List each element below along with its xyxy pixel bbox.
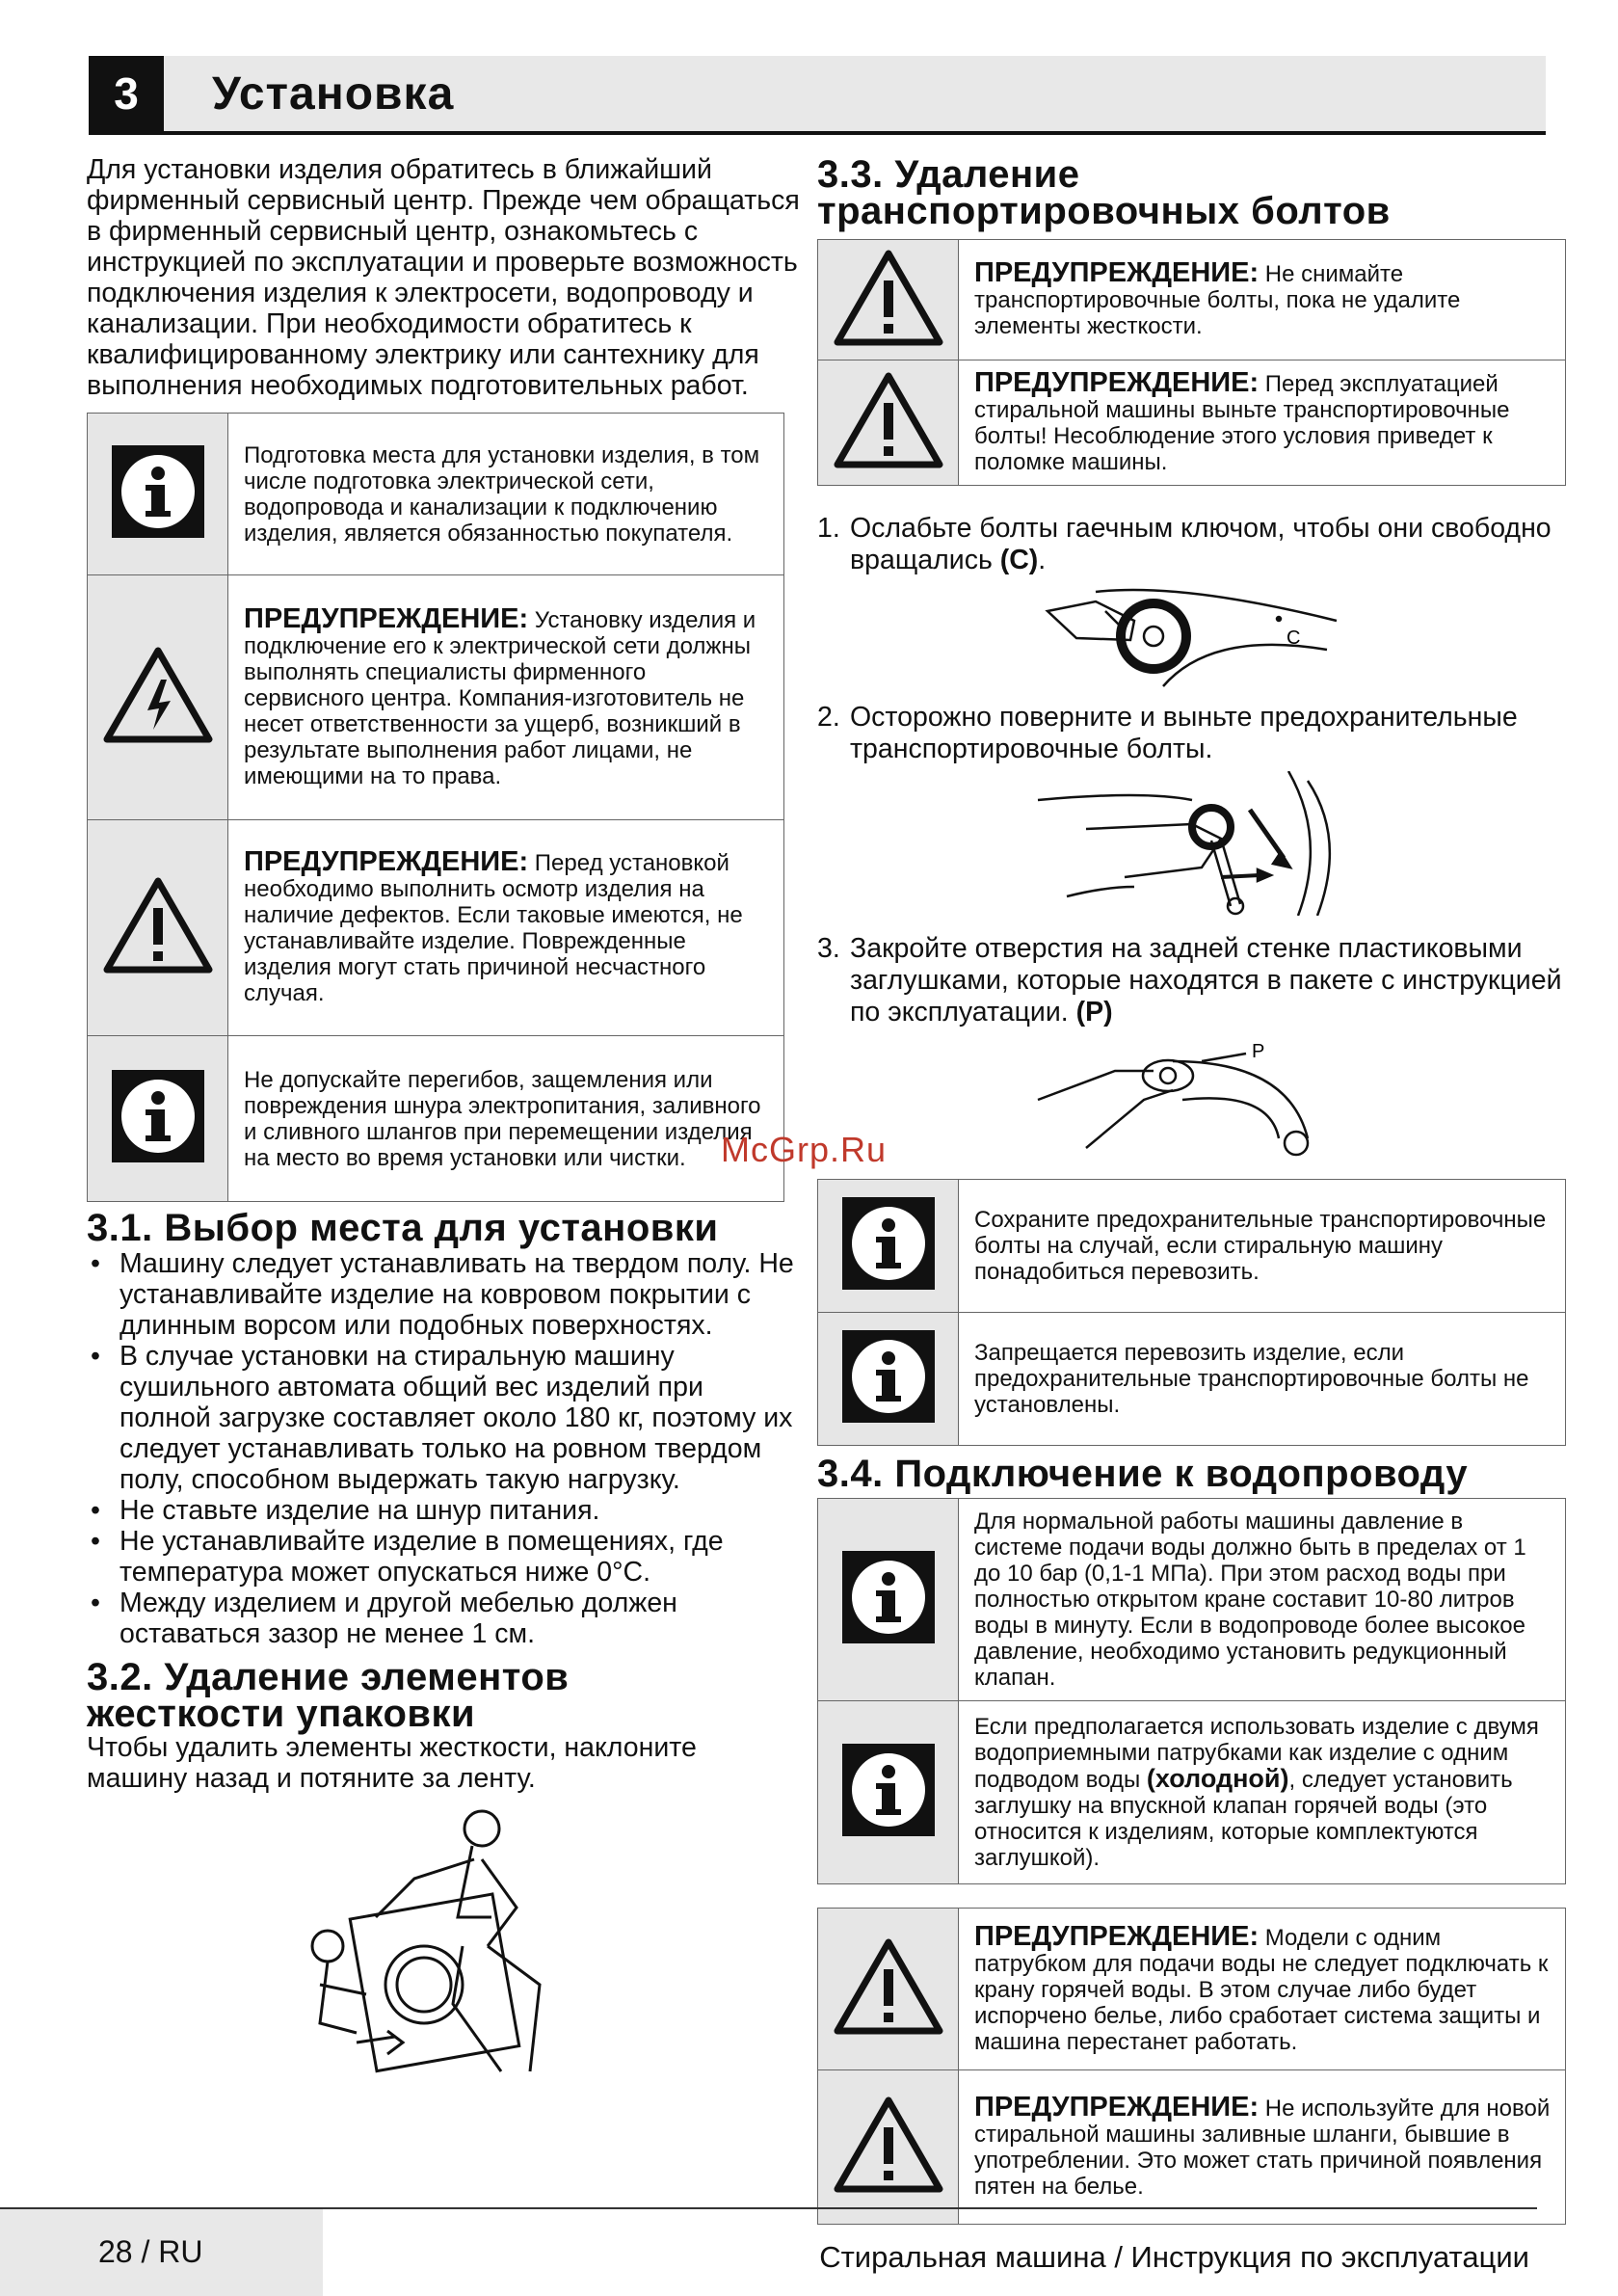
warning-icon xyxy=(831,370,946,470)
note-body: Перед установкой необходимо выполнить осмотр изделия на наличие дефектов. Если таковые имеются, не устанавливайте изделие. Поврежденные изделия могут стать причиной несчастного случая. xyxy=(244,850,743,1006)
list-item: • Между изделием и другой мебелью должен оставаться зазор не менее 1 см. xyxy=(87,1588,800,1649)
step-text: Закройте отверстия на задней стенке пластиковыми заглушками, которые находятся в пакете с инструкцией по эксплуатации. xyxy=(850,933,1562,1028)
note-body-tail: , следует установить заглушку на впускной клапан горячей воды (это относится к изделиям, которые комплектуются заглушкой). xyxy=(974,1767,1513,1871)
note-row xyxy=(818,1499,1566,1701)
step-ref: (P) xyxy=(1075,997,1113,1028)
list-item: • Не устанавливайте изделие в помещениях, где температура может опускаться ниже 0°C. xyxy=(87,1526,800,1588)
note-text xyxy=(959,2070,1566,2225)
footer-title: Стиральная машина / Инструкция по эксплуатации xyxy=(819,2240,1529,2274)
note-body: Перед эксплуатацией стиральной машины выньте транспортировочные болты! Несоблюдение этого условия приведет к поломке машины. xyxy=(974,371,1510,475)
note-body: Модели с одним патрубком для подачи воды не следует подключать к крану горячей воды. В этом случае либо будет испорчено белье, либо сработает система защиты и машина перестанет работать. xyxy=(974,1924,1549,2055)
warning-row xyxy=(818,2070,1566,2225)
remove-bolt-illustration xyxy=(1028,771,1356,916)
left-column xyxy=(87,154,800,2081)
loosen-bolt-illustration xyxy=(1038,582,1346,688)
warning-label: ПРЕДУПРЕЖДЕНИЕ: xyxy=(244,602,529,634)
cap-holes-illustration xyxy=(1028,1032,1356,1158)
info-icon xyxy=(840,1195,937,1292)
note-icon-cell xyxy=(88,575,228,820)
note-body: Если предполагается использовать изделие с двумя водоприемными патрубками как изделие с одним подводом воды xyxy=(974,1714,1539,1793)
note-body: Установку изделия и подключение его к электрической сети должны выполнять специалисты фирменного сервисного центра. Компания-изготовитель не несет ответственности за ущерб, возникший в результате выполнения работ лицами, не имеющими на то права. xyxy=(244,606,756,789)
bolt-steps xyxy=(817,933,1566,1028)
section-3-2-text: Чтобы удалить элементы жесткости, наклоните машину назад и потяните за ленту. xyxy=(87,1732,697,1794)
note-text xyxy=(228,1036,784,1202)
note-body: Подготовка места для установки изделия, в том числе подготовка электрической сети, водопровода и канализации к подключению изделия, является обязанностью покупателя. xyxy=(244,441,760,547)
warning-label: ПРЕДУПРЕЖДЕНИЕ: xyxy=(974,257,1260,288)
note-row xyxy=(88,1036,784,1202)
note-body: Для нормальной работы машины давление в системе подачи воды должно быть в пределах от 1 до 10 бар (0,1-1 МПа). При этом расход воды при полностью открытом кране составит 10-80 литров воды в минуту. Если в водопроводе более высокое давление, необходимо установить редукционный клапан. xyxy=(974,1508,1526,1691)
note-row xyxy=(88,414,784,575)
warning-row xyxy=(88,820,784,1036)
water-warnings-table xyxy=(817,1908,1566,2225)
watermark: McGrp.Ru xyxy=(721,1130,888,1169)
section-3-3-title-line1: 3.3. Удаление xyxy=(817,153,1080,196)
note-text xyxy=(959,360,1566,486)
note-bold: (холодной) xyxy=(1146,1764,1289,1793)
info-icon xyxy=(840,1742,937,1838)
info-icon xyxy=(110,1068,206,1164)
note-text xyxy=(959,1313,1566,1446)
note-text xyxy=(228,820,784,1036)
warning-icon xyxy=(101,875,215,975)
warning-icon xyxy=(831,2095,946,2195)
note-row xyxy=(818,1313,1566,1446)
note-text xyxy=(959,1180,1566,1313)
step-ref: (C) xyxy=(999,545,1039,575)
note-text xyxy=(959,1701,1566,1884)
bolt-warnings-table xyxy=(817,239,1566,486)
note-row xyxy=(818,1701,1566,1884)
step-number: 2. xyxy=(817,702,840,733)
tilt-machine-illustration xyxy=(299,1802,588,2081)
section-3-2-title-line1: 3.2. Удаление элементов xyxy=(87,1656,570,1698)
note-icon-cell xyxy=(818,1909,959,2070)
chapter-number: 3 xyxy=(89,56,164,131)
fig-label-c: C xyxy=(1286,627,1300,649)
note-icon-cell xyxy=(818,1313,959,1446)
note-icon-cell xyxy=(818,240,959,360)
bolt-steps xyxy=(817,513,1566,576)
placement-list xyxy=(87,1248,800,1649)
bolt-notes-table xyxy=(817,1179,1566,1446)
note-body: Запрещается перевозить изделие, если предохранительные транспортировочные болты не установлены. xyxy=(974,1340,1529,1418)
section-3-3-title xyxy=(817,153,1566,232)
note-icon-cell xyxy=(818,1701,959,1884)
warning-row xyxy=(88,575,784,820)
warning-row xyxy=(818,240,1566,360)
note-body: Не допускайте перегибов, защемления или повреждения шнура электропитания, заливного и сливного шлангов при перемещении изделия на место во время установки или чистки. xyxy=(244,1066,761,1171)
note-icon-cell xyxy=(818,2070,959,2225)
info-icon xyxy=(110,443,206,540)
chapter-title: Установка xyxy=(212,68,455,120)
note-body: Сохраните предохранительные транспортировочные болты на случай, если стиральную машину понадобиться перевозить. xyxy=(974,1207,1547,1285)
step-text: Ослабьте болты гаечным ключом, чтобы они свободно вращались xyxy=(850,513,1552,575)
fig-label-p: P xyxy=(1251,1041,1264,1062)
list-item: • Машину следует устанавливать на твердом полу. Не устанавливайте изделие на ковровом покрытии с длинным ворсом или подобных поверхностях. xyxy=(87,1248,800,1341)
section-3-2-title-line2: жесткости упаковки xyxy=(87,1693,476,1735)
section-3-4-title: 3.4. Подключение к водопроводу xyxy=(817,1453,1469,1495)
note-text xyxy=(228,575,784,820)
warning-row xyxy=(818,1909,1566,2070)
section-3-3-title-line2: транспортировочных болтов xyxy=(817,190,1391,232)
note-text xyxy=(959,240,1566,360)
bolt-steps xyxy=(817,702,1566,765)
page-number: 28 / RU xyxy=(98,2234,203,2269)
list-item: • Не ставьте изделие на шнур питания. xyxy=(87,1495,800,1526)
note-body: Не снимайте транспортировочные болты, пока не удалите элементы жесткости. xyxy=(974,261,1461,339)
warning-icon xyxy=(831,248,946,348)
intro-text: Для установки изделия обратитесь в ближайший фирменный сервисный центр. Прежде чем обращаться в фирменный сервисный центр, ознакомьтесь с инструкцией по эксплуатации и проверьте возможность подключения изделия к электросети, водопроводу и канализации. При необходимости обратитесь к квалифицированному электрику или сантехнику для выполнения необходимых подготовительных работ. xyxy=(87,154,800,401)
step-text: Осторожно поверните и выньте предохранительные транспортировочные болты. xyxy=(850,702,1518,764)
list-item: • В случае установки на стиральную машину сушильного автомата общий вес изделий при полной загрузке составляет около 180 кг, поэтому их следует устанавливать только на ровном твердом полу, способном выдержать такую нагрузку. xyxy=(87,1341,800,1495)
step-item xyxy=(817,933,1566,1028)
warning-label: ПРЕДУПРЕЖДЕНИЕ: xyxy=(974,1920,1260,1952)
note-icon-cell xyxy=(818,360,959,486)
warning-label: ПРЕДУПРЕЖДЕНИЕ: xyxy=(974,367,1260,398)
info-icon xyxy=(840,1549,937,1645)
info-icon xyxy=(840,1328,937,1425)
page-footer xyxy=(0,2207,1618,2296)
note-icon-cell xyxy=(88,820,228,1036)
warning-label: ПРЕДУПРЕЖДЕНИЕ: xyxy=(974,2092,1260,2122)
section-3-1-title: 3.1. Выбор места для установки xyxy=(87,1207,719,1249)
section-3-2-title xyxy=(87,1656,800,1735)
step-item xyxy=(817,513,1566,576)
step-item xyxy=(817,702,1566,765)
warning-label: ПРЕДУПРЕЖДЕНИЕ: xyxy=(244,846,529,877)
note-text xyxy=(959,1909,1566,2070)
note-icon-cell xyxy=(818,1499,959,1701)
left-notes-table xyxy=(87,413,784,1202)
note-text xyxy=(959,1499,1566,1701)
water-notes-table xyxy=(817,1498,1566,1884)
note-text xyxy=(228,414,784,575)
chapter-header xyxy=(89,56,1546,135)
warning-icon xyxy=(831,1936,946,2037)
note-body: Не используйте для новой стиральной машины заливные шланги, бывшие в употреблении. Это может стать причиной появления пятен на белье. xyxy=(974,2096,1551,2200)
note-icon-cell xyxy=(88,1036,228,1202)
step-tail: . xyxy=(1038,545,1047,575)
electric-hazard-icon xyxy=(101,645,215,745)
note-icon-cell xyxy=(88,414,228,575)
note-row xyxy=(818,1180,1566,1313)
step-number: 3. xyxy=(817,933,840,964)
warning-row xyxy=(818,360,1566,486)
step-number: 1. xyxy=(817,513,840,544)
right-column xyxy=(817,154,1566,2225)
note-icon-cell xyxy=(818,1180,959,1313)
